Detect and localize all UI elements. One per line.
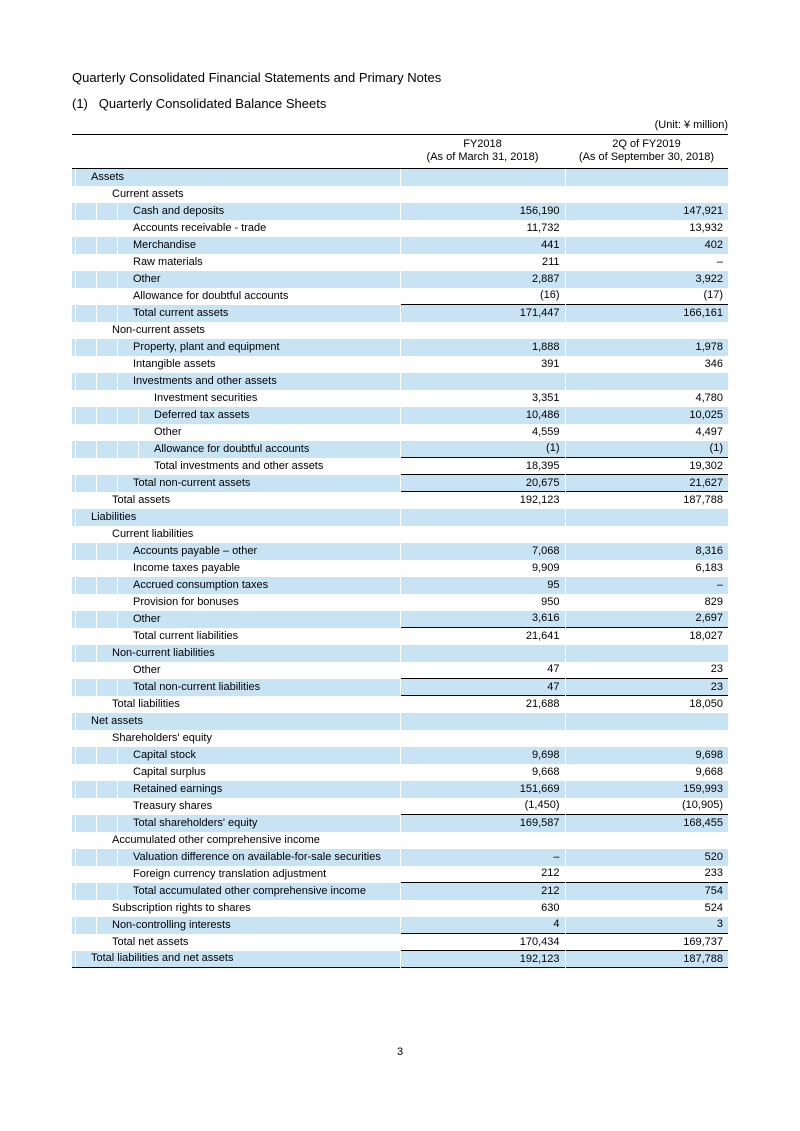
table-row [72,883,728,900]
row-value-2q-fy2019: 13,932 [565,220,728,237]
table-row [72,492,728,509]
table-row [72,917,728,934]
row-value-fy2018 [400,645,565,662]
row-value-2q-fy2019: 169,737 [565,934,728,951]
row-label: Treasury shares [133,799,213,812]
header-fy2018-label: FY2018 [463,138,502,150]
row-value-fy2018: 170,434 [400,934,565,951]
row-value-2q-fy2019: 346 [565,356,728,373]
table-row [72,832,728,849]
row-value-2q-fy2019: (1) [565,441,728,458]
table-row [72,730,728,747]
row-value-fy2018: 9,909 [400,560,565,577]
row-value-2q-fy2019: 9,698 [565,747,728,764]
row-value-2q-fy2019: 187,788 [565,951,728,968]
row-value-fy2018 [400,832,565,849]
row-value-2q-fy2019 [565,509,728,526]
row-value-fy2018: (16) [400,288,565,305]
table-row [72,628,728,645]
page-number: 3 [396,1046,404,1058]
row-label: Current assets [112,187,184,200]
row-label: Non-current assets [112,323,205,336]
table-row [72,475,728,492]
row-label: Merchandise [72,237,400,254]
row-label: Net assets [72,713,400,730]
row-label: Investment securities [154,391,258,404]
row-label: Foreign currency translation adjustment [133,867,327,880]
row-value-2q-fy2019: 1,978 [565,339,728,356]
row-label: Capital surplus [133,765,206,778]
row-label: Provision for bonuses [133,595,239,608]
row-label: Current liabilities [112,527,194,540]
table-row [72,237,728,254]
row-value-fy2018 [400,526,565,543]
row-label: Shareholders' equity [112,731,212,744]
row-value-2q-fy2019: 23 [565,662,728,679]
header-column-fy2018 [400,135,565,169]
row-value-fy2018: 441 [400,237,565,254]
table-row [72,560,728,577]
row-label: Allowance for doubtful accounts [72,441,400,458]
row-value-2q-fy2019: 2,697 [565,611,728,628]
row-value-2q-fy2019 [565,373,728,390]
row-value-fy2018 [400,169,565,186]
table-row [72,424,728,441]
table-row [72,322,728,339]
document-title: Quarterly Consolidated Financial Statements and Primary Notes [72,70,442,85]
row-value-2q-fy2019: 524 [565,900,728,917]
row-value-2q-fy2019: 18,027 [565,628,728,645]
row-value-2q-fy2019: 3 [565,917,728,934]
row-value-fy2018: (1,450) [400,798,565,815]
header-2q-fy2019-sublabel: (As of September 30, 2018) [578,151,715,163]
row-value-fy2018: 9,698 [400,747,565,764]
unit-note: (Unit: ¥ million) [654,119,728,131]
row-value-2q-fy2019 [565,713,728,730]
table-row [72,866,728,883]
row-value-2q-fy2019: – [565,577,728,594]
row-value-2q-fy2019 [565,832,728,849]
table-row [72,186,728,203]
table-row [72,339,728,356]
row-value-fy2018 [400,373,565,390]
row-value-fy2018: (1) [400,441,565,458]
table-row [72,526,728,543]
table-row [72,645,728,662]
table-row [72,458,728,475]
row-value-2q-fy2019: 21,627 [565,475,728,492]
row-value-fy2018: 192,123 [400,951,565,968]
table-row [72,169,728,186]
row-value-fy2018: 3,351 [400,390,565,407]
row-label: Other [72,611,400,628]
table-row [72,288,728,305]
table-row [72,696,728,713]
balance-sheet-body [72,169,728,968]
row-value-fy2018: 10,486 [400,407,565,424]
row-value-fy2018: 4,559 [400,424,565,441]
table-row [72,509,728,526]
row-value-2q-fy2019: 18,050 [565,696,728,713]
row-value-2q-fy2019: (10,905) [565,798,728,815]
row-label: Total current liabilities [133,629,239,642]
row-value-2q-fy2019 [565,169,728,186]
row-value-2q-fy2019: 147,921 [565,203,728,220]
row-label: Other [154,425,182,438]
row-value-fy2018 [400,509,565,526]
table-row [72,373,728,390]
row-value-fy2018 [400,186,565,203]
row-label: Capital stock [72,747,400,764]
row-value-2q-fy2019: 402 [565,237,728,254]
row-value-fy2018: 156,190 [400,203,565,220]
table-row [72,356,728,373]
table-row [72,254,728,271]
row-label: Total assets [112,493,171,506]
row-label: Allowance for doubtful accounts [133,289,289,302]
header-empty-cell [72,135,400,169]
row-label: Valuation difference on available-for-sale securities [72,849,400,866]
row-value-2q-fy2019: 9,668 [565,764,728,781]
row-value-fy2018: 20,675 [400,475,565,492]
row-value-fy2018: 21,641 [400,628,565,645]
row-value-fy2018: 2,887 [400,271,565,288]
row-value-fy2018: 9,668 [400,764,565,781]
row-label: Property, plant and equipment [72,339,400,356]
row-value-2q-fy2019: 829 [565,594,728,611]
row-label: Accounts payable – other [72,543,400,560]
header-column-2q-fy2019 [565,135,728,169]
table-row [72,900,728,917]
row-value-fy2018: 212 [400,866,565,883]
row-label: Total net assets [112,935,189,948]
table-row [72,611,728,628]
row-value-fy2018: 3,616 [400,611,565,628]
row-label: Total investments and other assets [154,459,324,472]
row-label: Other [133,663,161,676]
table-row [72,577,728,594]
row-value-fy2018: 630 [400,900,565,917]
row-value-fy2018 [400,730,565,747]
row-label: Non-current liabilities [72,645,400,662]
table-row [72,441,728,458]
row-label: Subscription rights to shares [112,901,251,914]
row-value-2q-fy2019 [565,645,728,662]
row-label: Investments and other assets [72,373,400,390]
row-label: Other [72,271,400,288]
row-value-fy2018: 391 [400,356,565,373]
table-row [72,798,728,815]
table-row [72,781,728,798]
row-value-fy2018: 1,888 [400,339,565,356]
row-label: Income taxes payable [133,561,241,574]
row-label: Assets [72,169,400,186]
row-value-2q-fy2019: 159,993 [565,781,728,798]
row-value-fy2018: 169,587 [400,815,565,832]
row-value-2q-fy2019: 19,302 [565,458,728,475]
row-label: Total accumulated other comprehensive income [72,883,400,900]
row-value-fy2018: 18,395 [400,458,565,475]
row-value-fy2018: – [400,849,565,866]
row-label: Total non-current liabilities [72,679,400,696]
row-value-2q-fy2019: 4,497 [565,424,728,441]
table-row [72,849,728,866]
table-row [72,543,728,560]
row-label: Retained earnings [72,781,400,798]
table-row [72,934,728,951]
row-label: Total liabilities [112,697,180,710]
row-label: Accounts receivable - trade [133,221,267,234]
header-2q-fy2019-label: 2Q of FY2019 [612,138,681,150]
row-label: Liabilities [72,509,400,526]
row-value-2q-fy2019: 233 [565,866,728,883]
row-value-fy2018: 47 [400,662,565,679]
row-value-2q-fy2019: 8,316 [565,543,728,560]
table-row [72,390,728,407]
row-value-fy2018 [400,713,565,730]
table-row [72,951,728,968]
row-value-2q-fy2019 [565,186,728,203]
balance-sheet-table [72,134,728,968]
section-title: (1) Quarterly Consolidated Balance Sheets [72,96,327,111]
row-label: Accumulated other comprehensive income [112,833,320,846]
row-value-2q-fy2019 [565,322,728,339]
row-label: Cash and deposits [72,203,400,220]
table-row [72,815,728,832]
row-value-fy2018 [400,322,565,339]
table-row [72,679,728,696]
table-row [72,747,728,764]
row-value-fy2018: 11,732 [400,220,565,237]
row-value-fy2018: 171,447 [400,305,565,322]
row-value-fy2018: 151,669 [400,781,565,798]
row-value-2q-fy2019: 6,183 [565,560,728,577]
row-value-2q-fy2019: 520 [565,849,728,866]
table-row [72,407,728,424]
row-value-fy2018: 4 [400,917,565,934]
header-fy2018-sublabel: (As of March 31, 2018) [426,151,539,163]
row-value-2q-fy2019: – [565,254,728,271]
row-value-fy2018: 950 [400,594,565,611]
row-value-2q-fy2019: (17) [565,288,728,305]
row-label: Total current assets [72,305,400,322]
table-header-row [72,135,728,169]
row-value-2q-fy2019: 3,922 [565,271,728,288]
table-row [72,764,728,781]
row-value-fy2018: 212 [400,883,565,900]
row-value-fy2018: 192,123 [400,492,565,509]
table-row [72,203,728,220]
row-value-2q-fy2019: 10,025 [565,407,728,424]
row-label: Total non-current assets [72,475,400,492]
row-value-2q-fy2019 [565,730,728,747]
table-row [72,662,728,679]
table-row [72,305,728,322]
table-row [72,713,728,730]
row-value-fy2018: 211 [400,254,565,271]
row-label: Total liabilities and net assets [72,951,400,968]
table-row [72,271,728,288]
row-value-fy2018: 95 [400,577,565,594]
row-value-2q-fy2019: 754 [565,883,728,900]
row-label: Non-controlling interests [72,917,400,934]
row-value-2q-fy2019: 166,161 [565,305,728,322]
row-label: Total shareholders' equity [72,815,400,832]
row-value-2q-fy2019: 23 [565,679,728,696]
row-label: Accrued consumption taxes [72,577,400,594]
row-value-2q-fy2019: 187,788 [565,492,728,509]
table-row [72,220,728,237]
row-value-2q-fy2019 [565,526,728,543]
table-row [72,594,728,611]
row-value-fy2018: 47 [400,679,565,696]
row-label: Deferred tax assets [72,407,400,424]
row-value-fy2018: 7,068 [400,543,565,560]
row-value-2q-fy2019: 168,455 [565,815,728,832]
row-label: Intangible assets [133,357,216,370]
row-label: Raw materials [133,255,203,268]
row-value-fy2018: 21,688 [400,696,565,713]
row-value-2q-fy2019: 4,780 [565,390,728,407]
